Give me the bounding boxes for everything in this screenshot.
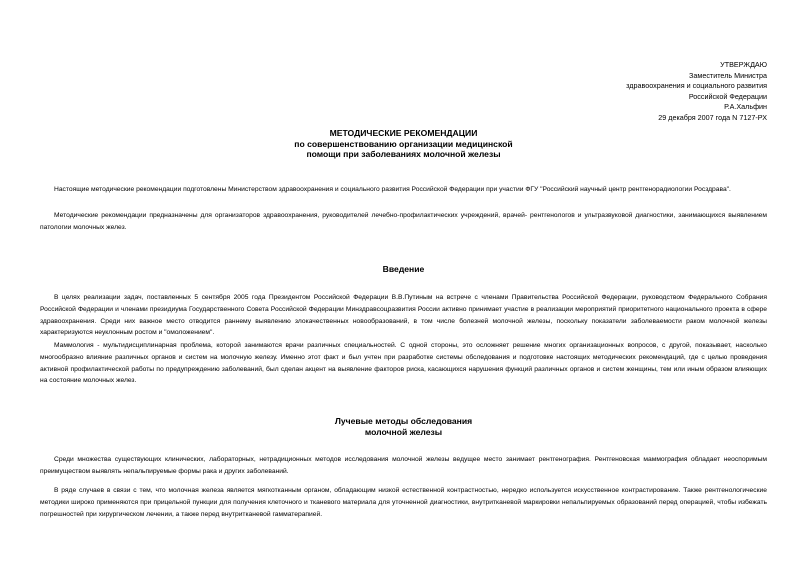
intro-paragraph: Настоящие методические рекомендации подготовлены Министерством здравоохранения и социального развития Российской Федерации при участии ФГУ "Российский научный центр рентгенорадиологии Росздрава".: [54, 186, 731, 193]
approval-line: Р.А.Хальфин: [724, 102, 767, 112]
title-line: по совершенствованию организации медицинской: [294, 138, 513, 149]
document-title: [0, 128, 807, 160]
section-heading-introduction: Введение: [382, 264, 425, 274]
approval-line: Заместитель Министра: [689, 70, 767, 80]
heading-line: Лучевые методы обследования: [334, 416, 473, 426]
approval-line: УТВЕРЖДАЮ: [720, 60, 767, 69]
approval-line: Российской Федерации: [688, 91, 767, 101]
section-heading-radiology: [0, 416, 807, 437]
title-line: МЕТОДИЧЕСКИЕ РЕКОМЕНДАЦИИ: [329, 128, 478, 138]
approval-date: 29 декабря 2007 года N 7127-РХ: [658, 112, 767, 122]
approval-block: [626, 60, 767, 124]
title-line: помощи при заболеваниях молочной железы: [306, 149, 501, 160]
section-paragraph: Среди множества существующих клинических, лабораторных, нетрадиционных методов исследования молочной железы ведущее место занимает рентгенография. Рентгеновская маммография обладает неоспоримым преимуществом выявлять непальпируемые формы рака и других заболеваний.: [40, 456, 767, 475]
heading-line: молочной железы: [364, 426, 443, 437]
section-paragraph: В целях реализации задач, поставленных 5 сентября 2005 года Президентом Российской Федерации В.В.Путиным на встрече с членами Правительства Российской Федерации, руководством Федерального Собрания Российской Федерации и членами президиума Государственного Совета Российской Федерации Минздравсоцразвития России активно принимает участие в реализации мероприятий приоритетного национального проекта в сфере здравоохранения. Среди них важное место отводится раннему выявлению злокачественных новообразований, в том числе болезней молочной железы, поскольку показатели заболеваемости раком молочной железы характеризуются неуклонным ростом и "омоложением".: [40, 294, 767, 337]
intro-paragraph: Методические рекомендации предназначены для организаторов здравоохранения, руководителей лечебно-профилактических учреждений, врачей- рентгенологов и ультразвуковой диагностики, занимающихся выявлением патологии молочных желез.: [40, 212, 767, 231]
section-paragraph: Маммология - мультидисциплинарная проблема, которой занимаются врачи различных специальностей. С одной стороны, это осложняет решение многих организационных вопросов, с другой, показывает, насколько многообразно влияние различных органов и систем на молочную железу. Именно этот факт и был учтен при разработке системы обследования и подготовке настоящих методических рекомендаций, где с целью проведения активной профилактической работы по предупреждению заболеваний, был сделан акцент на выявление факторов риска, касающихся нарушения функций различных органов и систем женщины, тем или иным образом влияющих на состояние молочных желез.: [40, 342, 767, 385]
approval-line: здравоохранения и социального развития: [626, 81, 767, 91]
section-paragraph: В ряде случаев в связи с тем, что молочная железа является мягкотканным органом, обладающим низкой естественной контрастностью, нередко используется искусственное контрастирование. Также рентгенологические методики широко применяются при прицельной пункции для получения клеточного и тканевого материала для уточненной диагностики, внутритканевой маркировки непальпируемых образований перед операцией, чтобы избежать погрешностей при хирургическом лечении, а также перед внутритканевой гамматерапией.: [40, 487, 767, 518]
